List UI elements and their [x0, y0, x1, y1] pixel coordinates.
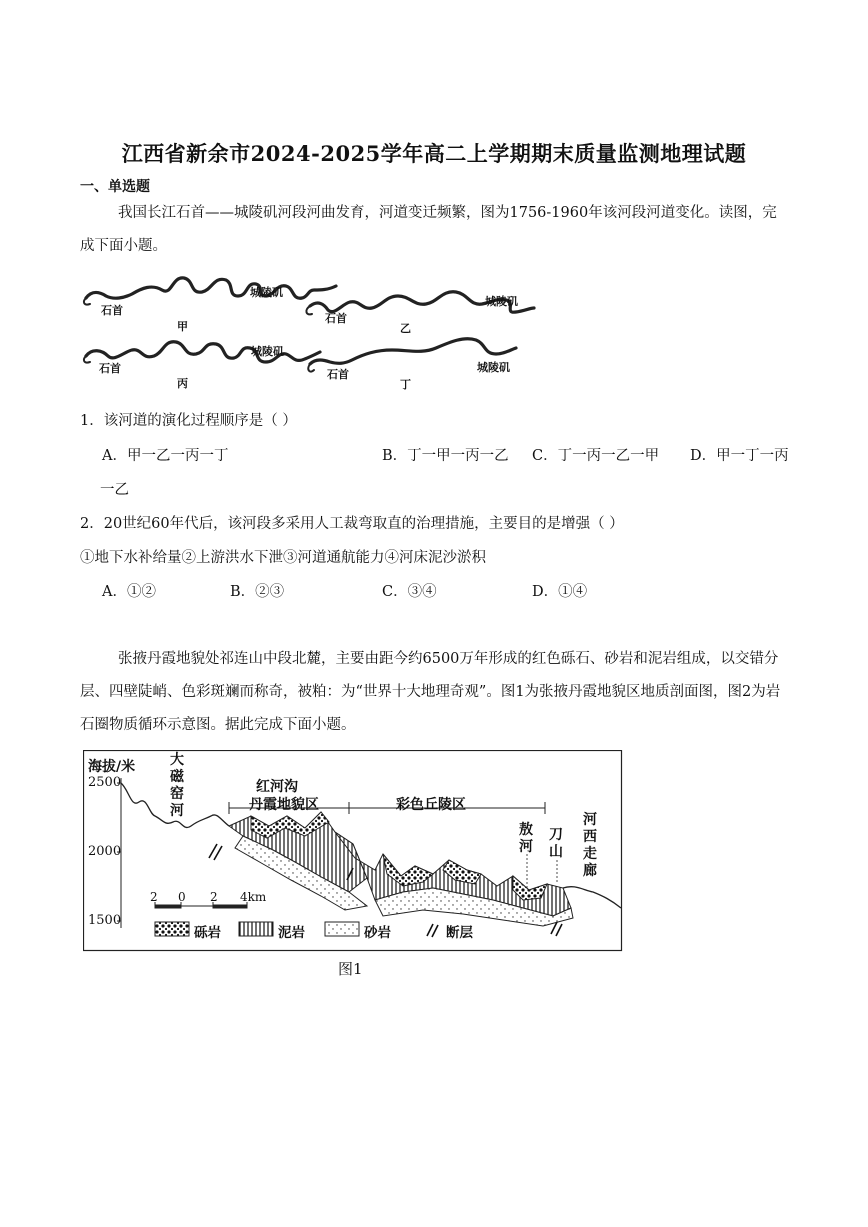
caption-ding: 丁	[400, 378, 411, 391]
geologic-section-figure	[83, 750, 623, 952]
passage-2: 张掖丹霞地貌处祁连山中段北麓，主要由距今约6500万年形成的红色砾石、砂岩和泥岩组成，以交错分层、四壁陡峭、色彩斑斓而称奇，被粕：为“世界十大地理奇观”。图1为张掖丹霞地貌区地质剖面图，图2为岩石圈物质循环示意图。据此完成下面小题。	[80, 651, 781, 733]
question-1-option-d: D．甲一丁一丙	[690, 448, 789, 464]
y-tick-1500: 1500	[88, 913, 122, 928]
question-1-option-b: B．丁一甲一丙一乙	[382, 448, 509, 464]
river-change-maps	[78, 270, 538, 396]
label-chenglingji-yi: 城陵矶	[485, 295, 518, 308]
scale-tick-4km: 4km	[240, 890, 267, 904]
caption-yi: 乙	[400, 322, 411, 335]
label-chenglingji-jia: 城陵矶	[250, 286, 283, 299]
y-axis-title: 海拔/米	[88, 759, 136, 775]
figure-1-caption: 图1	[338, 960, 363, 978]
question-2-option-c: C．③④	[382, 584, 437, 600]
question-1-option-d-cont: 一乙	[100, 482, 129, 498]
label-danxia-zone: 丹霞地貌区	[249, 797, 319, 813]
label-chenglingji-bing: 城陵矶	[251, 345, 284, 358]
page-title: 江西省新余市2024-2025学年高二上学期期末质量监测地理试题	[121, 141, 747, 166]
scale-tick-2-right: 2	[210, 890, 218, 904]
question-2-stem: 2．20世纪60年代后，该河段多采用人工裁弯取直的治理措施，主要目的是增强（ ）	[80, 516, 624, 532]
legend-label-fault: 断层	[446, 925, 473, 941]
caption-bing: 丙	[177, 377, 188, 390]
river-map-jia	[84, 278, 336, 305]
label-dacikou-river: 大磁窑河	[170, 752, 184, 819]
label-chenglingji-ding: 城陵矶	[477, 361, 510, 374]
label-shishou-jia: 石首	[101, 304, 123, 317]
caption-jia: 甲	[177, 320, 188, 333]
question-1-option-a: A．甲一乙一丙一丁	[102, 448, 229, 464]
legend-swatch-conglomerate	[155, 922, 189, 936]
question-2-items: ①地下水补给量②上游洪水下泄③河道通航能力④河床泥沙淤积	[80, 550, 486, 566]
y-tick-2000: 2000	[88, 844, 122, 859]
label-honghegou: 红河沟	[256, 779, 298, 795]
label-shishou-ding: 石首	[327, 368, 349, 381]
label-daoshan: 刀山	[549, 827, 563, 860]
question-2-option-a: A．①②	[102, 584, 156, 600]
scale-tick-0: 0	[178, 890, 186, 904]
y-tick-2500: 2500	[88, 775, 122, 790]
question-2-option-d: D．①④	[532, 584, 588, 600]
legend-label-conglomerate: 砾岩	[194, 925, 221, 941]
legend-swatch-sandstone	[325, 922, 359, 936]
label-ao-river: 敖河	[519, 822, 533, 855]
question-2-option-b: B．②③	[230, 584, 285, 600]
label-hexi-corridor: 河西走廊	[583, 812, 597, 879]
question-1-stem: 1．该河道的演化过程顺序是（ ）	[80, 413, 297, 429]
label-shishou-bing: 石首	[99, 362, 121, 375]
label-shishou-yi: 石首	[325, 312, 347, 325]
legend-swatch-mudstone	[239, 922, 273, 936]
question-1-option-c: C．丁一丙一乙一甲	[532, 448, 660, 464]
section-heading: 一、单选题	[80, 179, 150, 195]
legend-label-mudstone: 泥岩	[278, 925, 305, 941]
label-colorful-hills-zone: 彩色丘陵区	[396, 797, 466, 813]
scale-tick-2-left: 2	[150, 890, 158, 904]
passage-1: 我国长江石首——城陵矶河段河曲发育，河道变迁频繁，图为1756-1960年该河段河道变化。读图，完成下面小题。	[80, 205, 777, 254]
legend-label-sandstone: 砂岩	[364, 925, 391, 941]
